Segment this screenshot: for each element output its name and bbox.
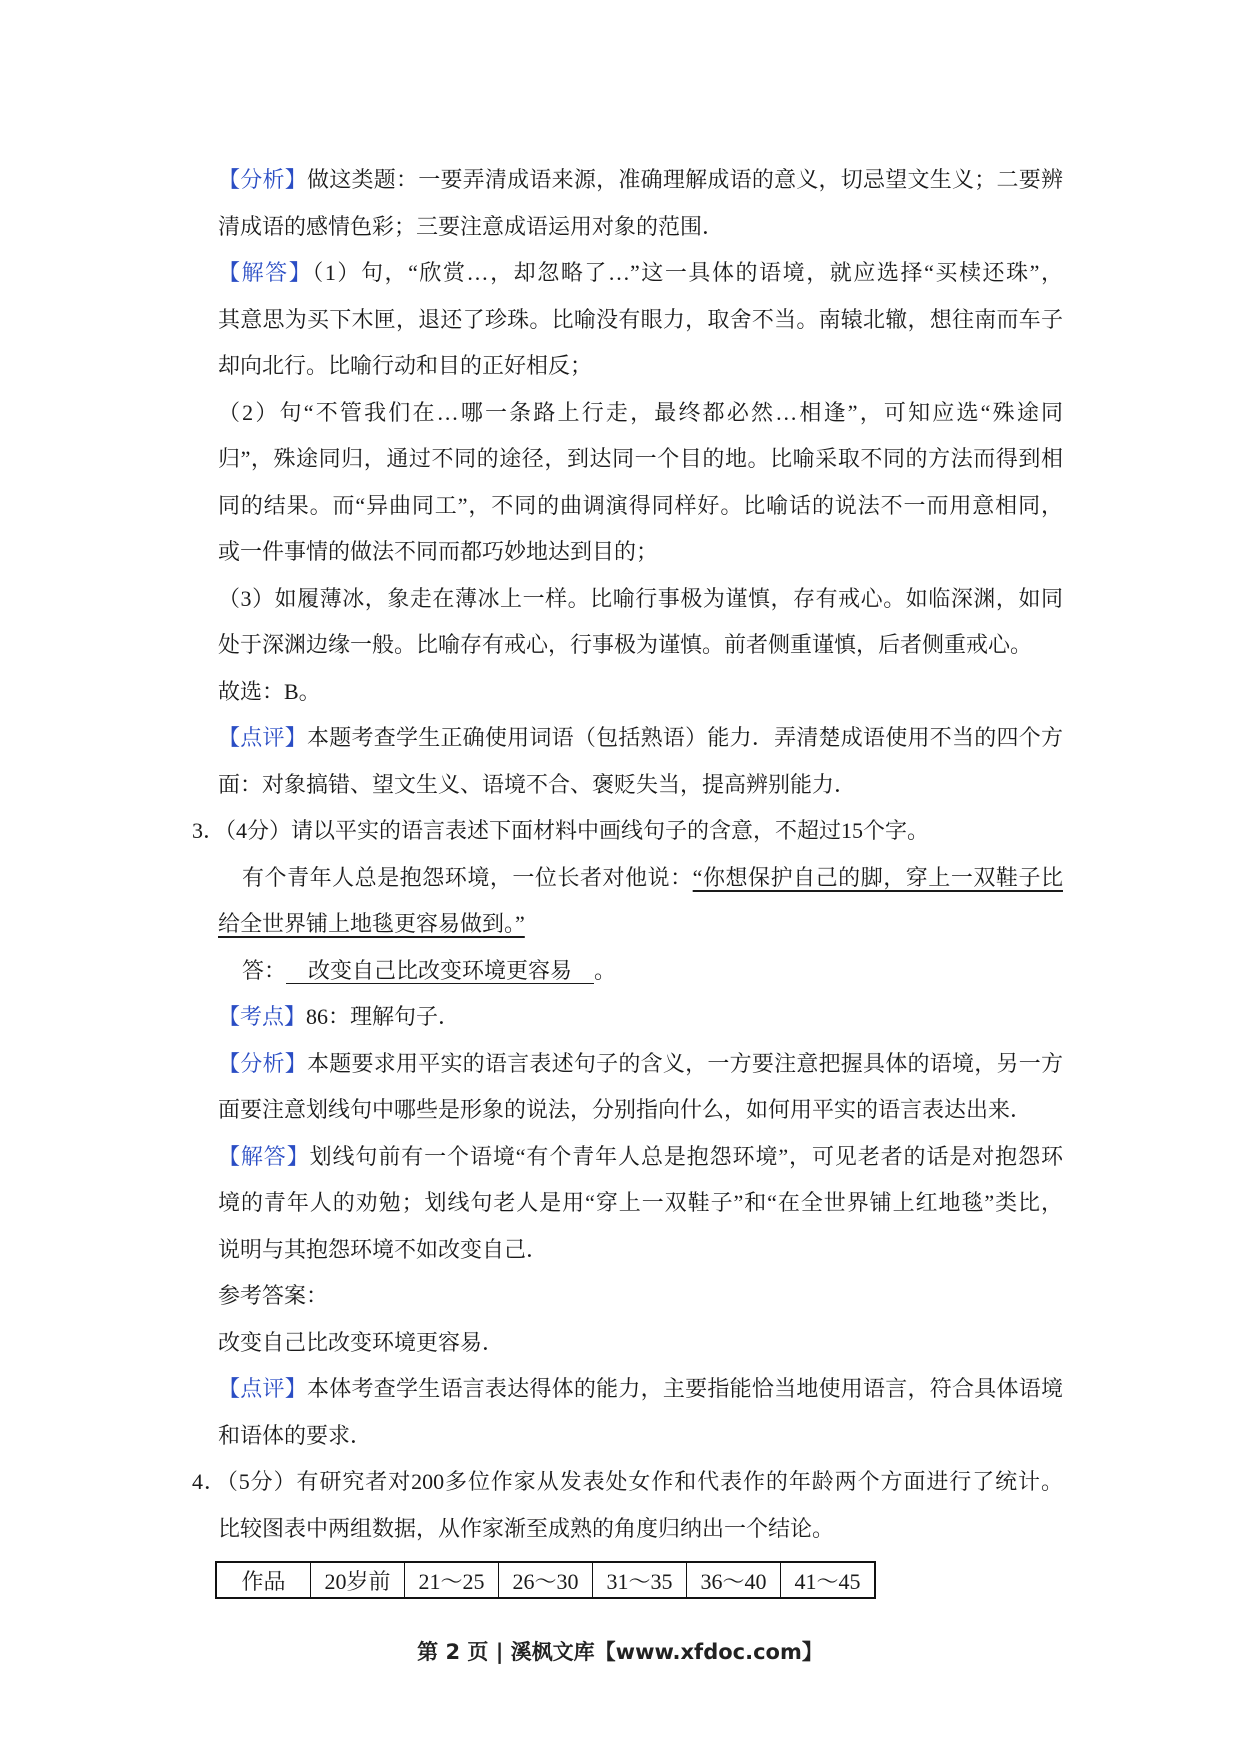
q4-data-table [215, 1561, 876, 1599]
table-cell-36-40: 36～40 [687, 1562, 781, 1598]
q4-number: 4． [192, 1469, 227, 1494]
q3-comment-label: 【点评】 [218, 1376, 307, 1401]
q2-solution-text: （1）句，“欣赏…，却忽略了…”这一具体的语境，就应选择“买椟还珠”， [312, 260, 1063, 285]
q3-analysis-line-1 [218, 1041, 1063, 1088]
table-cell-works: 作品 [216, 1562, 311, 1598]
q2-solution-line-8: （3）如履薄冰，象走在薄冰上一样。比喻行事极为谨慎，存有戒心。如临深渊，如同 [218, 585, 1063, 611]
q2-solution-line-9: 处于深渊边缘一般。比喻存有戒心，行事极为谨慎。前者侧重谨慎，后者侧重戒心。 [218, 632, 1033, 657]
q3-material-lead: 有个青年人总是抱怨环境，一位长者对他说： [242, 864, 693, 890]
q2-comment-label: 【点评】 [218, 725, 307, 750]
q3-stem-text: （4分）请以平实的语言表述下面材料中画线句子的含意，不超过15个字。 [225, 818, 930, 843]
q2-analysis-line-2: 清成语的感情色彩；三要注意成语运用对象的范围． [218, 213, 725, 239]
table-cell-26-30: 26～30 [499, 1562, 593, 1598]
q4-stem-line-1 [192, 1459, 1063, 1506]
q2-solution-line-4: （2）句“不管我们在…哪一条路上行走，最终都必然…相逢”，可知应选“殊途同 [218, 399, 1063, 425]
table-cell-before-20: 20岁前 [311, 1562, 405, 1598]
q2-solution-label: 【解答】 [218, 260, 313, 285]
q3-material-line-2 [218, 901, 1063, 948]
q3-comment-line-2: 和语体的要求． [218, 1422, 373, 1448]
q3-knowledge-point-label: 【考点】 [218, 1004, 307, 1029]
q3-answer-blank: 改变自己比改变环境更容易 [286, 958, 594, 984]
q2-comment-line-1 [218, 715, 1063, 762]
q3-reference-answer-text: 改变自己比改变环境更容易． [218, 1329, 505, 1355]
q3-analysis-label: 【分析】 [218, 1050, 307, 1076]
q2-solution-line-7: 或一件事情的做法不同而都巧妙地达到目的； [218, 539, 659, 564]
q3-solution-label: 【解答】 [218, 1143, 310, 1169]
q3-answer-suffix: 。 [594, 957, 617, 983]
q3-analysis-text: 本题要求用平实的语言表述句子的含义，一方要注意把握具体的语境，另一方 [306, 1050, 1063, 1076]
q2-solution-line-2: 其意思为买下木匣，退还了珍珠。比喻没有眼力，取舍不当。南辕北辙，想往南而车子 [218, 306, 1063, 332]
table-cell-41-45: 41～45 [781, 1562, 876, 1598]
q3-number: 3． [192, 818, 226, 843]
table-cell-31-35: 31～35 [593, 1562, 687, 1598]
q3-stem [192, 808, 1063, 855]
q2-solution-line-5: 归”，殊途同归，通过不同的途径，到达同一个目的地。比喻采取不同的方法而得到相 [218, 446, 1063, 471]
q3-material-line-1 [218, 855, 1063, 902]
q3-answer-prefix: 答： [242, 957, 287, 983]
q2-solution-line-3: 却向北行。比喻行动和目的正好相反； [218, 353, 593, 378]
q2-analysis-text: 做这类题：一要弄清成语来源，准确理解成语的意义，切忌望文生义；二要辨 [306, 167, 1063, 192]
q3-solution-line-1 [218, 1134, 1063, 1181]
q3-reference-answer-label: 参考答案： [218, 1283, 329, 1308]
q2-solution-line-1 [218, 250, 1063, 297]
q2-comment-text: 本题考查学生正确使用词语（包括熟语）能力．弄清楚成语使用不当的四个方 [306, 725, 1063, 750]
q4-stem-text: （5分）有研究者对200多位作家从发表处女作和代表作的年龄两个方面进行了统计。 [226, 1469, 1063, 1494]
q3-solution-line-2: 境的青年人的劝勉；划线句老人是用“穿上一双鞋子”和“在全世界铺上红地毯”类比， [218, 1190, 1063, 1215]
table-row [216, 1562, 875, 1598]
q3-material-underlined-2: 给全世界铺上地毯更容易做到。” [218, 911, 525, 936]
q3-knowledge-point-text: 86：理解句子． [306, 1004, 461, 1029]
q3-analysis-line-2: 面要注意划线句中哪些是形象的说法，分别指向什么，如何用平实的语言表达出来． [218, 1097, 1033, 1122]
q2-solution-line-6: 同的结果。而“异曲同工”，不同的曲调演得同样好。比喻话的说法不一而用意相同， [218, 492, 1063, 518]
document-body [192, 157, 1063, 1552]
table-cell-21-25: 21～25 [405, 1562, 499, 1598]
page-footer: 第 2 页 | 溪枫文库【www.xfdoc.com】 [417, 1640, 823, 1664]
q3-answer-line [218, 948, 1063, 995]
q2-comment-line-2: 面：对象搞错、望文生义、语境不合、褒贬失当，提高辨别能力． [218, 771, 857, 797]
q4-stem-line-2: 比较图表中两组数据，从作家渐至成熟的角度归纳出一个结论。 [218, 1515, 835, 1541]
q3-solution-text: 划线句前有一个语境“有个青年人总是抱怨环境”，可见老者的话是对抱怨环 [309, 1143, 1063, 1169]
q3-comment-text: 本体考查学生语言表达得体的能力，主要指能恰当地使用语言，符合具体语境 [306, 1376, 1063, 1401]
q3-material-underlined-1: “你想保护自己的脚，穿上一双鞋子比 [692, 864, 1063, 890]
q2-analysis-line-1 [218, 157, 1063, 204]
q3-solution-line-3: 说明与其抱怨环境不如改变自己． [218, 1236, 549, 1262]
q3-comment-line-1 [218, 1366, 1063, 1413]
q2-analysis-label: 【分析】 [218, 167, 307, 192]
q3-knowledge-point-line [218, 994, 1063, 1041]
q2-solution-final-choice: 故选：B。 [218, 678, 321, 704]
